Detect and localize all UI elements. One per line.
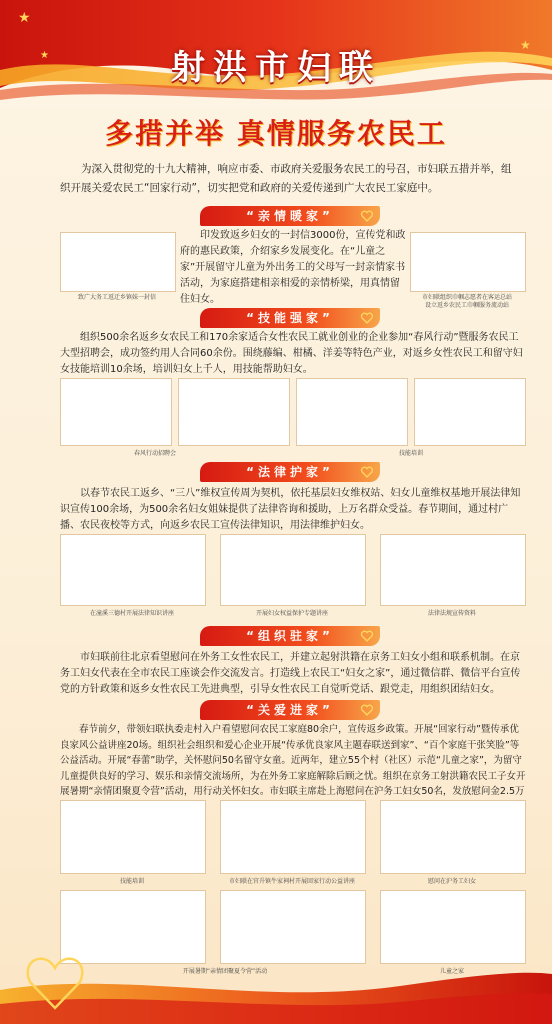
photo-caption: 市妇联组织巾帼志愿者在客运总站 设立返乡农民工巾帼服务流动站 [421,294,512,309]
org-title: 射洪市妇联 [171,48,381,88]
footer-wave-decoration [0,930,552,1024]
photo-slot [220,534,366,606]
section-text: 市妇联前往北京看望慰问在外务工女性农民工，并建立起射洪籍在京务工妇女小组和联系机制。在京务工妇女代表在全市农民工座谈会作交流发言。打造线上农民工“妇女之家”，通过微信群、微信平台宣传党的方针政策和返乡女性农民工先进典型，引导女性农民工自觉听党话、跟党走，用组织团结妇女。 [60,652,521,695]
section-text: 春节前夕，带领妇联执委走村入户看望慰问农民工家庭80余户，宣传返乡政策。开展“回家行动”暨传承优良家风公益讲座20场。组织社会组织和爱心企业开展“传承优良家风主题春联送到家”、“百个家庭干张笑脸”等公益活动。开展“春蕾”助学，关怀慰问50名留守女童。近两年，建立55个村（社区）示范“儿童之家”，为留守儿童提供良好的学习、娱乐和亲情交流场所，为在外务工家庭解除后顾之忧。组织在京务工射洪籍农民工子女开展暑期“亲情团聚夏令营”活动，用行动关怀妇女。市妇联主席赴上海慰问在沪务工妇女50名，发放慰问金2.5万 [60,724,526,797]
section-header-qinqing [200,206,380,226]
photo-slot [380,534,526,606]
heart-icon [360,703,374,717]
section-title: “技能强家” [246,311,334,325]
photo-service-station [410,232,526,292]
section-header-zuzhi [200,626,380,646]
photo-caption: 技能培训 [119,878,144,885]
photo-slot [296,378,408,446]
heart-icon [360,465,374,479]
section-title: “组织驻家” [246,629,334,643]
section-title: “关爱进家” [246,703,334,717]
section-text: 组织500余名返乡女农民工和170余家适合女性农民工就业创业的企业参加“春风行动”暨服务农民工大型招聘会，成功签约用人合同60余份。围绕藤编、柑橘、洋姜等特色产业，对返乡女性农民工和留守妇女技能培训10余场，培训妇女上千人，用技能帮助妇女。 [60,332,523,375]
heart-icon [360,209,374,223]
section-text: 印发致返乡妇女的一封信3000份，宣传党和政府的惠民政策，介绍家乡发展变化。在“儿童之家”开展留守儿童为外出务工的父母写一封亲情家书活动，为家庭搭建相亲相爱的亲情桥梁，用真情留住妇女。 [180,230,406,305]
photo-caption: 市妇联在官升镇牛家祠村开展回家行动公益讲座 [228,878,355,885]
photo-slot [60,800,206,874]
star-icon: ★ [18,10,31,26]
section-header-falv [200,462,380,482]
photo-slot [220,800,366,874]
heart-icon [360,629,374,643]
section-header-guanai [200,700,380,720]
photo-caption: 致广大务工返迁乡镇妹一封信 [77,294,156,301]
photo-slot [380,800,526,874]
heart-icon [360,311,374,325]
photo-caption: 开展妇女权益保护专题讲座 [255,610,328,617]
star-icon: ★ [520,38,531,52]
photo-caption: 在潼溪三德村开展法律知识讲座 [89,610,174,617]
photo-slot [414,378,526,446]
section-header-jineng [200,308,380,328]
photo-caption: 开展暑期“亲情团聚夏令营”活动 [182,968,268,975]
photo-caption: 儿童之家 [439,968,464,975]
photo-caption: 慰问在沪务工妇女 [427,878,476,885]
star-icon: ★ [40,50,49,61]
section-title: “亲情暖家” [246,209,334,223]
photo-slot [178,378,290,446]
poster-subtitle: 多措并举 真情服务农民工 [105,117,447,150]
photo-slot [60,378,172,446]
intro-paragraph: 为深入贯彻党的十九大精神，响应市委、市政府关爱服务农民工的号召，市妇联五措并举，组织开展关爱农民工“回家行动”，切实把党和政府的关爱传递到广大农民工家庭中。 [60,163,512,194]
photo-letter [60,232,176,292]
section-text: 以春节农民工返乡、“三八”维权宣传周为契机，依托基层妇女维权站、妇女儿童维权基地开展法律知识宣传100余场，为500余名妇女姐妹提供了法律咨询和援助，上万名群众受益。春节期间，通过村广播、农民夜校等方式，向返乡农民工宣传法律知识，用法律维护妇女。 [60,488,521,531]
photo-caption: 技能培训 [398,450,423,457]
photo-slot [60,534,206,606]
photo-caption: 春风行动招聘会 [133,450,176,457]
section-title: “法律护家” [246,465,334,479]
photo-caption: 法律法规宣传资料 [427,610,476,617]
